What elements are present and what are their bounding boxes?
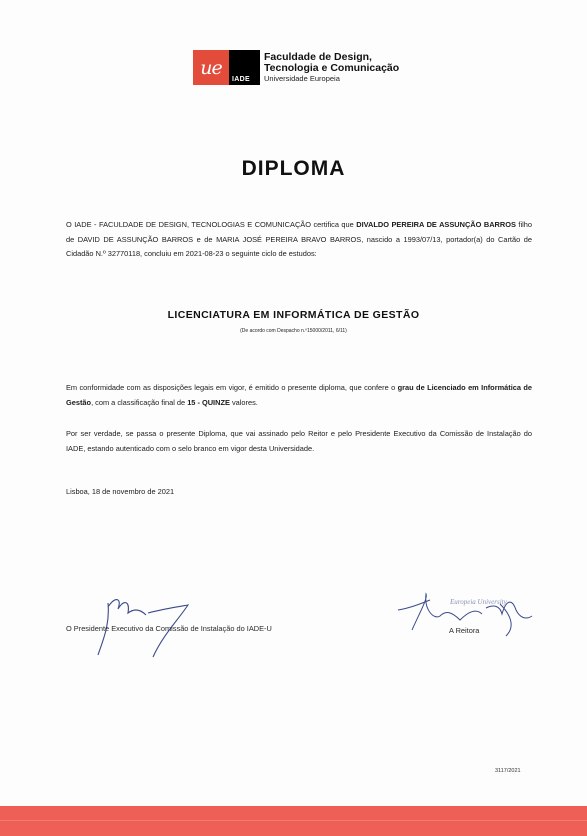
iade-logo xyxy=(193,50,399,86)
stamp-text: Europeia University xyxy=(450,598,507,606)
rector-signature-label: A Reitora xyxy=(449,626,480,635)
president-signature xyxy=(88,585,218,660)
conformity-text-2: , com a classificação final de xyxy=(91,397,188,407)
iade-logo-mark xyxy=(229,50,260,85)
grade-title: grau de Licenciado em Informática de Gestão xyxy=(66,383,533,407)
intro-text-1: O IADE - FACULDADE DE DESIGN, TECNOLOGIAS E COMUNICAÇÃO certifica que xyxy=(66,220,357,229)
faculty-name-block xyxy=(264,50,399,86)
degree-name: LICENCIATURA EM INFORMÁTICA DE GESTÃO xyxy=(167,309,420,321)
document-title: DIPLOMA xyxy=(241,157,346,180)
date-place: Lisboa, 18 de novembro de 2021 xyxy=(66,487,175,496)
conformity-text-3: valores. xyxy=(229,397,258,407)
footer-color-bar xyxy=(0,806,587,836)
truth-paragraph: Por ser verdade, se passa o presente Diploma, que vai assinado pelo Reitor e pelo Presidente Executivo da Comissão de Instalação do IADE, estando autenticado com o selo branco em vigor desta Universidade. xyxy=(66,429,532,453)
intro-paragraph xyxy=(66,218,532,262)
final-grade: 15 - QUINZE xyxy=(187,397,230,407)
intro-text-2: filho de DAVID DE ASSUNÇÃO BARROS e de MARIA JOSÉ PEREIRA BRAVO BARROS, nascido a 1993/07/13, portador(a) do Cartão de Cidadão N.º 32770118, concluiu em 2021-08-23 o seguinte ciclo de estudos: xyxy=(66,220,532,258)
president-signature-label: O Presidente Executivo da Comissão de Instalação do IADE-U xyxy=(66,624,272,633)
conformity-text-1: Em conformidade com as disposições legais em vigor, é emitido o presente diploma, que confere o xyxy=(66,383,398,392)
document-number: 3117/2021 xyxy=(495,768,521,774)
iade-logo-text: IADE xyxy=(232,76,250,83)
graduate-name: DIVALDO PEREIRA DE ASSUNÇÃO BARROS xyxy=(356,220,516,229)
faculty-line-1: Faculdade de Design, xyxy=(264,51,372,63)
ue-logo-mark: ue xyxy=(193,50,229,85)
faculty-line-2: Tecnologia e Comunicação xyxy=(264,62,400,74)
conformity-paragraph xyxy=(66,381,532,410)
university-name: Universidade Europeia xyxy=(264,74,340,83)
degree-legal-note: (De acordo com Despacho n.º15000/2011, 6/11) xyxy=(240,328,347,334)
